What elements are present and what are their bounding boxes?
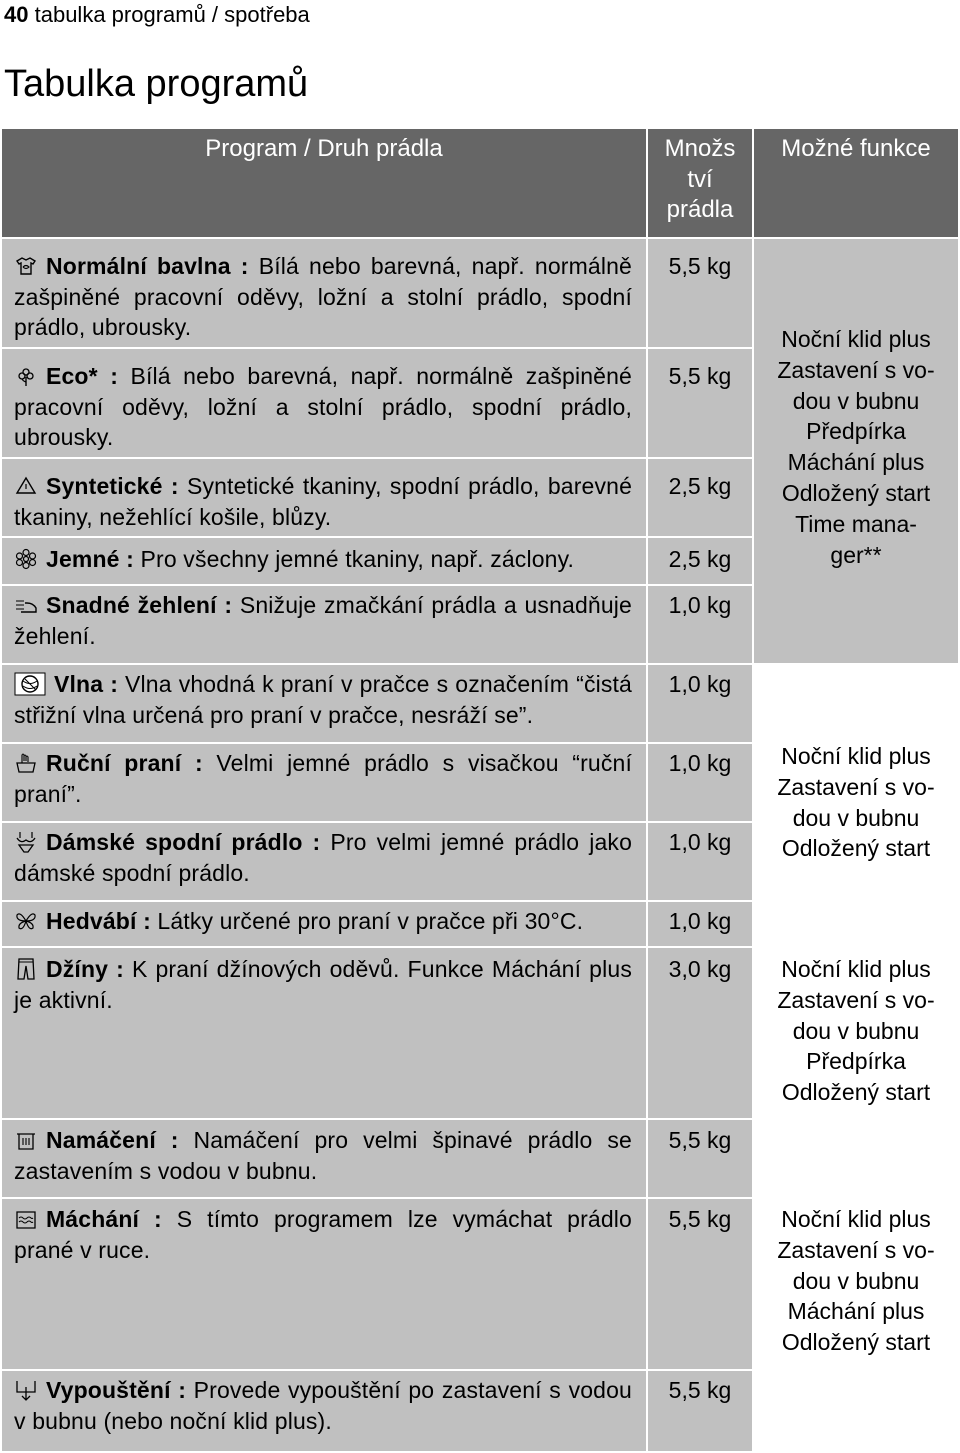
program-name: Hedvábí :: [46, 908, 151, 934]
program-description: Pro všechny jemné tkaniny, např. záclony.: [133, 546, 575, 572]
program-name: Máchání :: [46, 1206, 162, 1232]
program-description: Pro velmi jemné prádlo jako dámské spodní prádlo.: [14, 829, 633, 886]
program-row: [2, 1371, 646, 1451]
program-name: Jemné :: [46, 546, 134, 572]
functions-group-empty: [754, 1371, 958, 1451]
functions-group: [754, 665, 958, 946]
program-name: Normální bavlna :: [46, 253, 249, 279]
program-name: Ruční praní :: [46, 750, 203, 776]
function-item: dou v bubnu: [792, 387, 920, 414]
function-item: Noční klid plus: [781, 1206, 931, 1232]
function-item: Noční klid plus: [781, 956, 931, 982]
function-item: ger**: [830, 541, 882, 568]
header-quantity: [648, 129, 752, 237]
function-item: Předpírka: [806, 1048, 906, 1075]
quantity-cell: 1,0 kg: [648, 744, 752, 821]
program-description: Vlna vhodná k praní v pračce s označením “čistá střižní vlna určená pro praní v pračce, nesráží se”.: [14, 671, 632, 728]
function-item: Máchání plus: [787, 1298, 925, 1325]
function-item: dou v bubnu: [792, 1267, 920, 1294]
quantity-cell: 2,5 kg: [648, 538, 752, 584]
program-name: Vypouštění :: [46, 1377, 187, 1403]
functions-group-empty: [754, 1120, 958, 1197]
quantity-cell: 2,5 kg: [648, 459, 752, 536]
function-item: Time mana-: [795, 510, 917, 537]
drain-icon: [14, 1378, 38, 1402]
program-description: Provede vypouštění po zastavení s vodou v bubnu (nebo noční klid plus).: [14, 1377, 632, 1434]
program-name: Dámské spodní prádlo :: [46, 829, 321, 855]
program-row: [2, 349, 646, 457]
functions-group: [754, 239, 958, 663]
function-item: Zastavení s vo-: [777, 1236, 935, 1263]
quantity-cell: 1,0 kg: [648, 823, 752, 900]
program-description: Bílá nebo barevná, např. normálně zašpiněné pracovní oděvy, ložní a stolní prádlo, spodní prádlo, ubrousky.: [14, 253, 632, 340]
program-row: [2, 665, 646, 742]
rinse-icon: [14, 1207, 38, 1231]
hand-wash-icon: [14, 751, 38, 775]
program-row: [2, 1120, 646, 1197]
program-row: [2, 1199, 646, 1369]
program-name: Syntetické :: [46, 473, 179, 499]
program-row: [2, 948, 646, 1118]
header-quantity-line1: Množs: [664, 135, 736, 162]
header-quantity-line2: tví: [687, 165, 713, 193]
program-row: [2, 459, 646, 536]
quantity-cell: 1,0 kg: [648, 586, 752, 663]
page-section: tabulka programů / spotřeba: [34, 2, 310, 27]
quantity-cell: 1,0 kg: [648, 665, 752, 742]
cotton-icon: [14, 254, 38, 278]
program-row: [2, 823, 646, 900]
header-program: [2, 129, 646, 237]
program-row: [2, 744, 646, 821]
synthetics-icon: [14, 474, 38, 498]
program-name: Vlna :: [54, 671, 119, 697]
function-item: Odložený start: [781, 1329, 931, 1356]
header-program-label: Program / Druh prádla: [205, 135, 443, 162]
quantity-cell: 5,5 kg: [648, 349, 752, 457]
quantity-cell: 5,5 kg: [648, 1120, 752, 1197]
program-description: Namáčení pro velmi špinavé prádlo se zastavením s vodou v bubnu.: [14, 1127, 632, 1184]
program-description: Syntetické tkaniny, spodní prádlo, barevné tkaniny, nežehlící košile, blůzy.: [14, 473, 633, 530]
silk-icon: [14, 909, 38, 933]
program-description: Snižuje zmačkání prádla a usnadňuje žehlení.: [14, 592, 632, 649]
page-title: Tabulka programů: [4, 63, 309, 105]
function-item: Předpírka: [806, 418, 906, 445]
quantity-cell: 5,5 kg: [648, 239, 752, 347]
program-row: [2, 239, 646, 347]
program-description: Látky určené pro praní v pračce při 30°C.: [150, 908, 584, 934]
program-row: [2, 538, 646, 584]
quantity-cell: 5,5 kg: [648, 1371, 752, 1451]
program-description: K praní džínových oděvů. Funkce Máchání plus je aktivní.: [14, 956, 632, 1013]
header-functions: [754, 129, 958, 237]
easy-iron-icon: [14, 593, 38, 617]
program-name: Eco* :: [46, 363, 119, 389]
function-item: Zastavení s vo-: [777, 773, 935, 800]
page-number: 40: [4, 2, 29, 27]
soak-icon: [14, 1128, 38, 1152]
functions-group: [754, 1199, 958, 1369]
function-item: dou v bubnu: [792, 804, 920, 831]
delicates-icon: [14, 547, 38, 571]
function-item: Noční klid plus: [781, 326, 931, 352]
function-item: Odložený start: [781, 835, 931, 862]
program-name: Snadné žehlení :: [46, 592, 233, 618]
program-description: Bílá nebo barevná, např. normálně zašpiněné pracovní oděvy, ložní a stolní prádlo, spodní prádlo, ubrousky.: [14, 363, 632, 450]
eco-flower-icon: [14, 364, 38, 388]
program-row: [2, 586, 646, 663]
program-name: Džíny :: [46, 956, 124, 982]
jeans-icon: [14, 957, 38, 981]
program-row: [2, 902, 646, 946]
function-item: Máchání plus: [787, 449, 925, 476]
wool-icon: [14, 672, 46, 696]
function-item: Zastavení s vo-: [777, 986, 935, 1013]
function-item: Odložený start: [781, 1079, 931, 1106]
header-functions-label: Možné funkce: [781, 135, 931, 162]
quantity-cell: 3,0 kg: [648, 948, 752, 1118]
function-item: Noční klid plus: [781, 743, 931, 769]
functions-group: [754, 948, 958, 1118]
function-item: Zastavení s vo-: [777, 356, 935, 383]
header-quantity-line3: prádla: [666, 196, 734, 223]
quantity-cell: 5,5 kg: [648, 1199, 752, 1369]
program-name: Namáčení :: [46, 1127, 179, 1153]
function-item: Odložený start: [781, 479, 931, 506]
program-description: S tímto programem lze vymáchat prádlo prané v ruce.: [14, 1206, 632, 1263]
function-item: dou v bubnu: [792, 1017, 920, 1044]
quantity-cell: 1,0 kg: [648, 902, 752, 946]
lingerie-icon: [14, 830, 38, 854]
page-header: [4, 2, 310, 28]
program-description: Velmi jemné prádlo s visačkou “ruční praní”.: [14, 750, 632, 807]
